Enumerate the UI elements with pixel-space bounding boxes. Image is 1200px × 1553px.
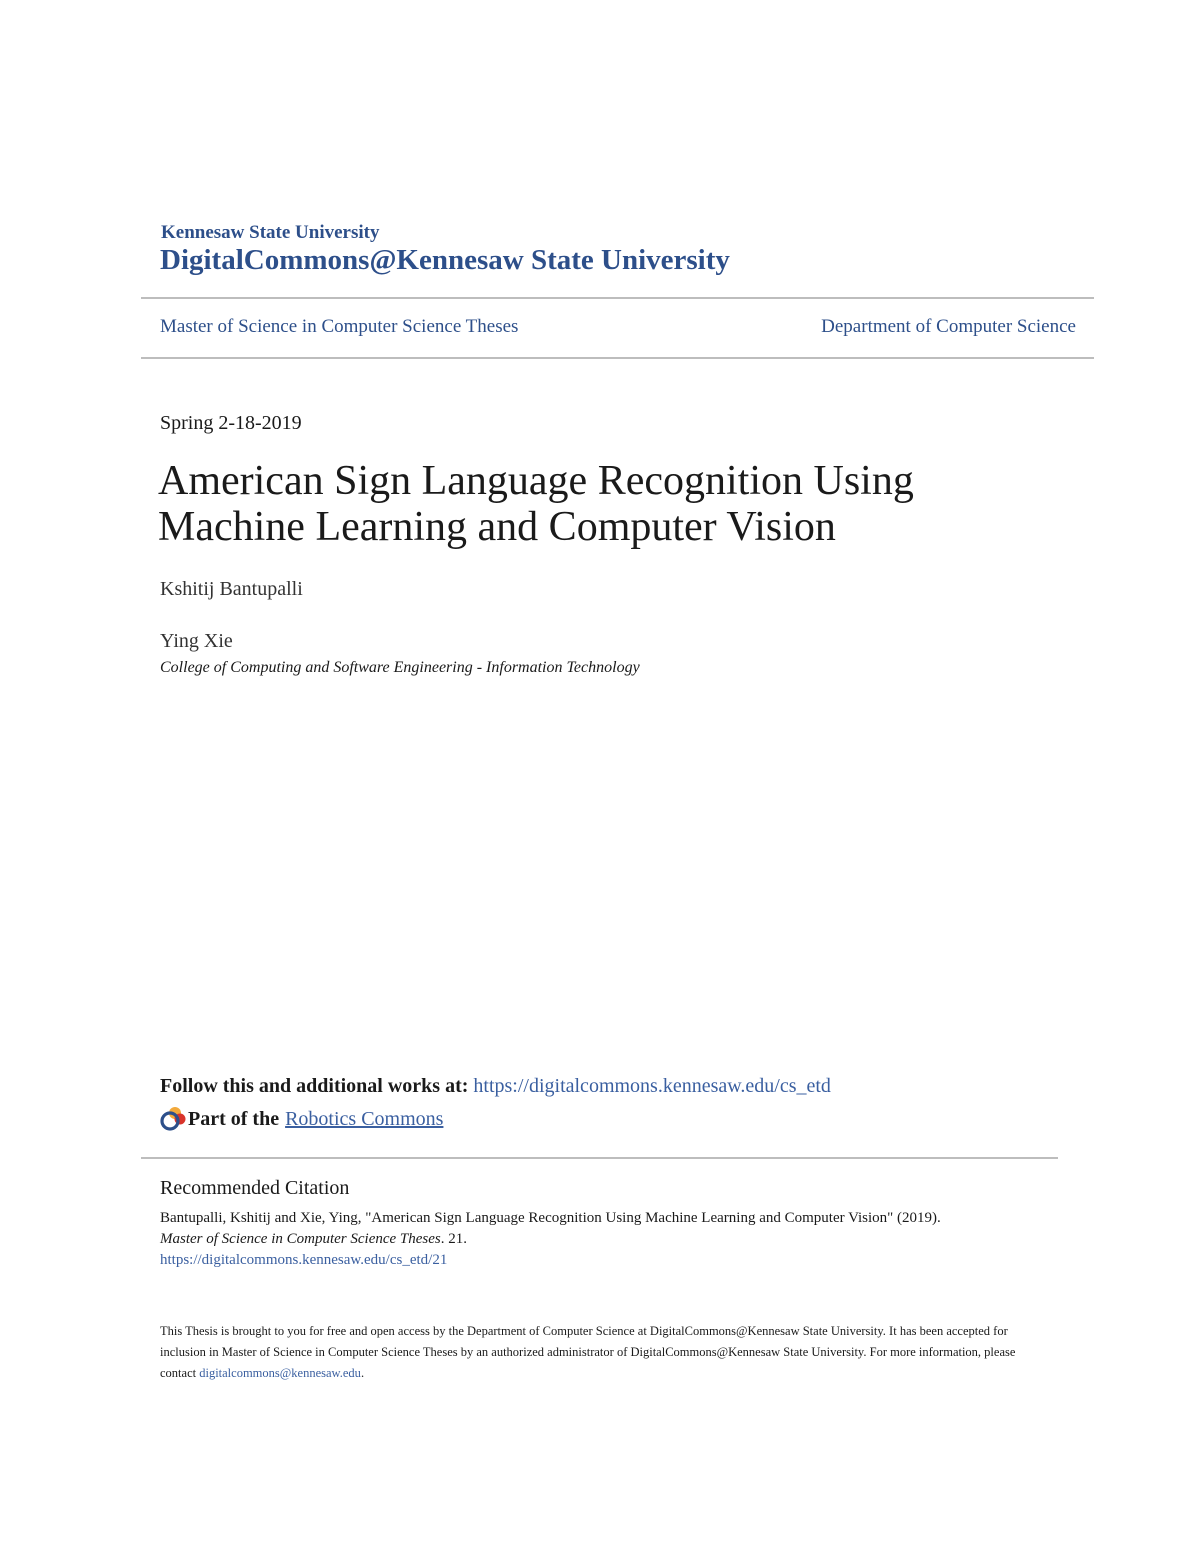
citation-series: Master of Science in Computer Science Theses — [160, 1231, 441, 1247]
citation-text: Bantupalli, Kshitij and Xie, Ying, "American Sign Language Recognition Using Machine Learning and Computer Vision" (2019). — [160, 1210, 941, 1226]
header-divider-top — [141, 297, 1094, 299]
author-name: Ying Xie — [160, 630, 233, 652]
citation-url-link[interactable]: https://digitalcommons.kennesaw.edu/cs_etd/21 — [160, 1252, 448, 1268]
follow-line — [160, 1075, 831, 1098]
document-title: American Sign Language Recognition Using Machine Learning and Computer Vision — [158, 458, 914, 550]
citation-divider — [141, 1157, 1058, 1159]
citation-body — [160, 1208, 1060, 1271]
footer-note — [160, 1321, 1040, 1384]
follow-label: Follow this and additional works at: — [160, 1075, 469, 1097]
author-name: Kshitij Bantupalli — [160, 578, 303, 600]
series-link[interactable]: Master of Science in Computer Science Theses — [160, 316, 519, 337]
institution-name[interactable]: Kennesaw State University — [161, 222, 380, 243]
department-link[interactable]: Department of Computer Science — [821, 316, 1076, 337]
publication-date: Spring 2-18-2019 — [160, 412, 302, 434]
header-divider-bottom — [141, 357, 1094, 359]
author-affiliation: College of Computing and Software Engineering - Information Technology — [160, 659, 640, 676]
part-of-line — [160, 1106, 443, 1132]
bepress-commons-network-icon — [160, 1106, 186, 1132]
repository-name[interactable]: DigitalCommons@Kennesaw State University — [160, 244, 730, 276]
citation-heading: Recommended Citation — [160, 1177, 350, 1199]
follow-url-link[interactable]: https://digitalcommons.kennesaw.edu/cs_etd — [473, 1075, 831, 1097]
robotics-commons-link[interactable]: Robotics Commons — [285, 1107, 444, 1130]
part-label: Part of the — [188, 1107, 280, 1130]
contact-email-link[interactable]: digitalcommons@kennesaw.edu — [199, 1366, 361, 1380]
citation-number: . 21. — [440, 1231, 468, 1247]
footer-text: This Thesis is brought to you for free and open access by the Department of Computer Science at DigitalCommons@Kennesaw State University. It has been accepted for inclusion in Master of Science in Computer Science Theses by an authorized administrator of DigitalCommons@Kennesaw State University. For more information, please contact — [160, 1324, 1016, 1380]
footer-end: . — [360, 1366, 365, 1380]
